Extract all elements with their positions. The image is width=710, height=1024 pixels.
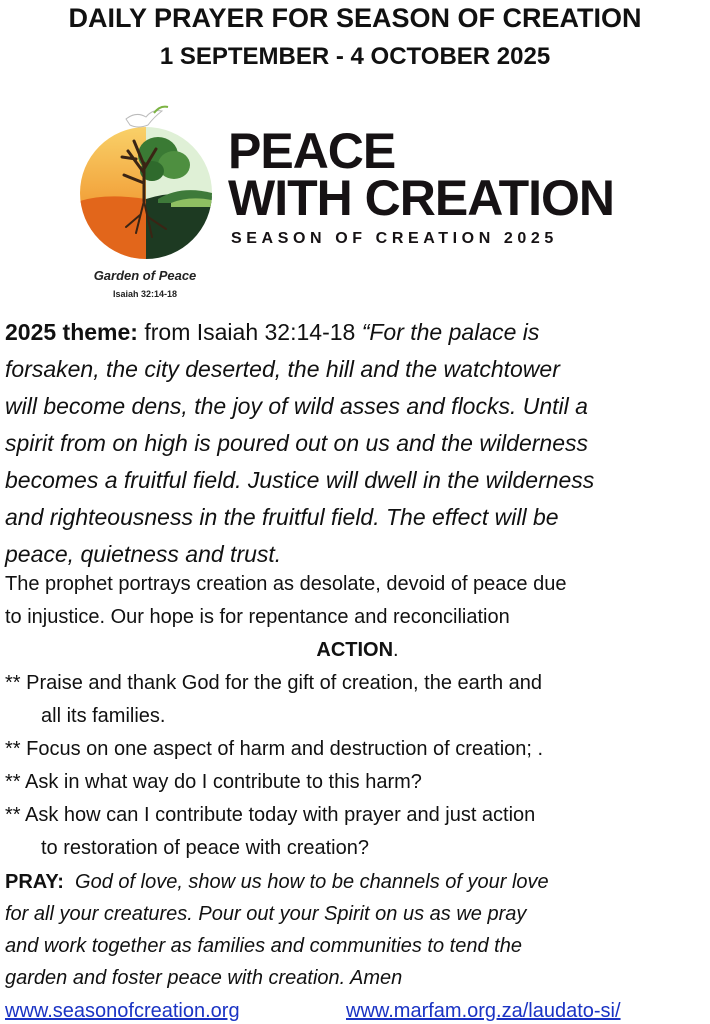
logo-caption-reference: Isaiah 32:14-18 [112,289,178,299]
action-heading: ACTION. [316,639,399,661]
theme-label: 2025 theme: [5,319,138,345]
theme-quote-line: peace, quietness and trust. [5,541,282,567]
theme-quote-line: “For the palace is [361,319,540,345]
action-item-continued: all its families. [41,705,166,727]
prayer-label: PRAY: [5,871,64,893]
theme-quote-line: becomes a fruitful field. Justice will dwell in the wilderness [5,467,595,493]
prophet-line: The prophet portrays creation as desolate, devoid of peace due [5,573,567,595]
logo-caption: Garden of Peace [93,268,197,283]
prayer-line: for all your creatures. Pour out your Spirit on us as we pray [5,903,527,925]
action-item: ** Ask how can I contribute today with prayer and just action [5,804,536,826]
page-title: DAILY PRAYER FOR SEASON OF CREATION [68,3,642,33]
page-dates: 1 SEPTEMBER - 4 OCTOBER 2025 [159,43,551,70]
marfam-link[interactable]: www.marfam.org.za/laudato-si/ [346,1000,621,1022]
prayer-line: garden and foster peace with creation. Amen [5,967,403,989]
logo-subtitle: SEASON OF CREATION 2025 [231,230,558,247]
theme-source: from Isaiah 32:14-18 [144,319,356,345]
action-item: ** Ask in what way do I contribute to this harm? [5,771,422,793]
theme-quote-line: will become dens, the joy of wild asses and flocks. Until a [5,393,588,419]
prayer-line: God of love, show us how to be channels of your love [75,871,549,893]
theme-quote-line: and righteousness in the fruitful field. The effect will be [5,504,559,530]
prophet-paragraph [5,568,710,865]
logo-title [228,123,615,226]
action-item-continued: to restoration of peace with creation? [41,837,369,859]
action-item: ** Praise and thank God for the gift of creation, the earth and [5,672,543,694]
theme-quote-line: forsaken, the city deserted, the hill and the watchtower [5,356,560,382]
peace-logo-icon [76,103,216,263]
season-of-creation-link[interactable]: www.seasonofcreation.org [5,1000,240,1022]
theme-quote-line: spirit from on high is poured out on us and the wilderness [5,430,588,456]
logo-title-line2: WITH CREATION [228,170,615,226]
theme-section [5,314,710,573]
prophet-line: to injustice. Our hope is for repentance and reconciliation [5,606,510,628]
logo-title-line1: PEACE [228,123,396,179]
prayer-section [5,866,710,994]
action-item: ** Focus on one aspect of harm and destruction of creation; . [5,738,544,760]
action-label: ACTION [316,639,394,661]
prayer-line: and work together as families and communities to tend the [5,935,522,957]
